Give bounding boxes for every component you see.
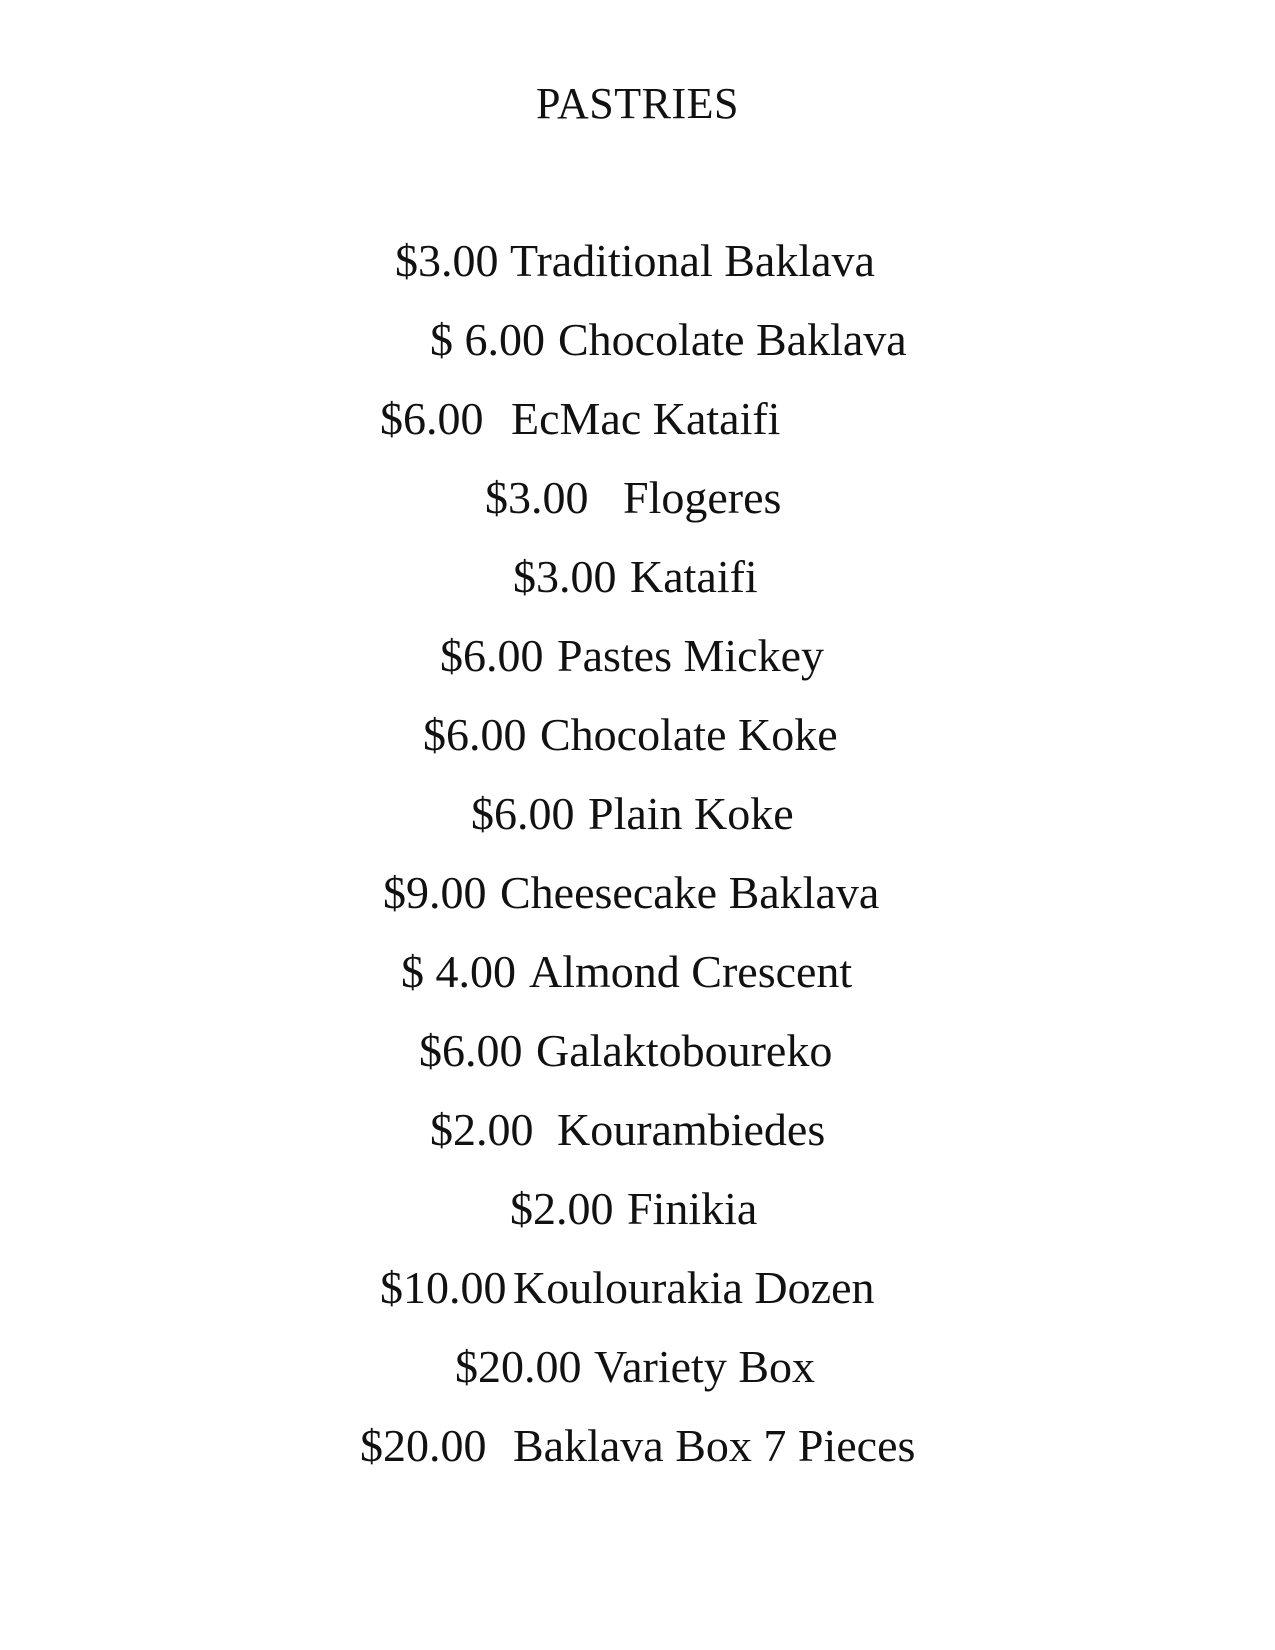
menu-item-name: Galaktoboureko (536, 1025, 833, 1076)
menu-item-name: Variety Box (594, 1341, 816, 1392)
menu-item-name: Traditional Baklava (510, 235, 875, 286)
menu-item-name: Kourambiedes (557, 1104, 826, 1155)
menu-item-price: $6.00 (423, 709, 527, 760)
menu-item (0, 864, 1275, 943)
menu-item-price: $20.00 (360, 1420, 487, 1471)
menu-item (0, 1417, 1275, 1496)
menu-item-price: $2.00 (430, 1104, 534, 1155)
menu-item-price: $2.00 (510, 1183, 614, 1234)
menu-item (0, 943, 1275, 1022)
menu-item-price: $20.00 (455, 1341, 582, 1392)
menu-item (0, 1180, 1275, 1259)
menu-item-price: $6.00 (419, 1025, 523, 1076)
menu-item (0, 785, 1275, 864)
menu-item-price: $3.00 (485, 472, 589, 523)
menu-item (0, 232, 1275, 311)
menu-item (0, 548, 1275, 627)
menu-item-name: Chocolate Koke (540, 709, 838, 760)
menu-item-name: Baklava Box 7 Pieces (513, 1420, 916, 1471)
menu-item-name: Cheesecake Baklava (500, 867, 880, 918)
menu-item-price: $6.00 (380, 393, 484, 444)
menu-item-name: Chocolate Baklava (558, 314, 907, 365)
menu-item-name: Almond Crescent (529, 946, 853, 997)
menu-item-name: Kataifi (630, 551, 758, 602)
menu-item (0, 1101, 1275, 1180)
menu-item-price: $3.00 (395, 235, 499, 286)
menu-item (0, 1338, 1275, 1417)
menu-item (0, 469, 1275, 548)
menu-item-price: $ 4.00 (401, 946, 516, 997)
menu-item-name: Plain Koke (588, 788, 794, 839)
menu-item-name: Koulourakia Dozen (513, 1262, 875, 1313)
menu-item-price: $6.00 (440, 630, 544, 681)
menu-item (0, 390, 1275, 469)
pastry-menu-list (0, 232, 1275, 1496)
menu-item-price: $10.00 (380, 1262, 507, 1313)
menu-item-price: $ 6.00 (430, 314, 545, 365)
menu-item (0, 627, 1275, 706)
menu-item (0, 1259, 1275, 1338)
menu-item-price: $9.00 (383, 867, 487, 918)
menu-item-price: $6.00 (471, 788, 575, 839)
menu-item (0, 706, 1275, 785)
menu-item (0, 311, 1275, 390)
menu-item-name: Pastes Mickey (557, 630, 825, 681)
menu-item (0, 1022, 1275, 1101)
page-title: PASTRIES (536, 79, 739, 128)
menu-item-name: Flogeres (623, 472, 782, 523)
menu-item-name: Finikia (627, 1183, 758, 1234)
menu-item-price: $3.00 (513, 551, 617, 602)
menu-item-name: EcMac Kataifi (511, 393, 781, 444)
